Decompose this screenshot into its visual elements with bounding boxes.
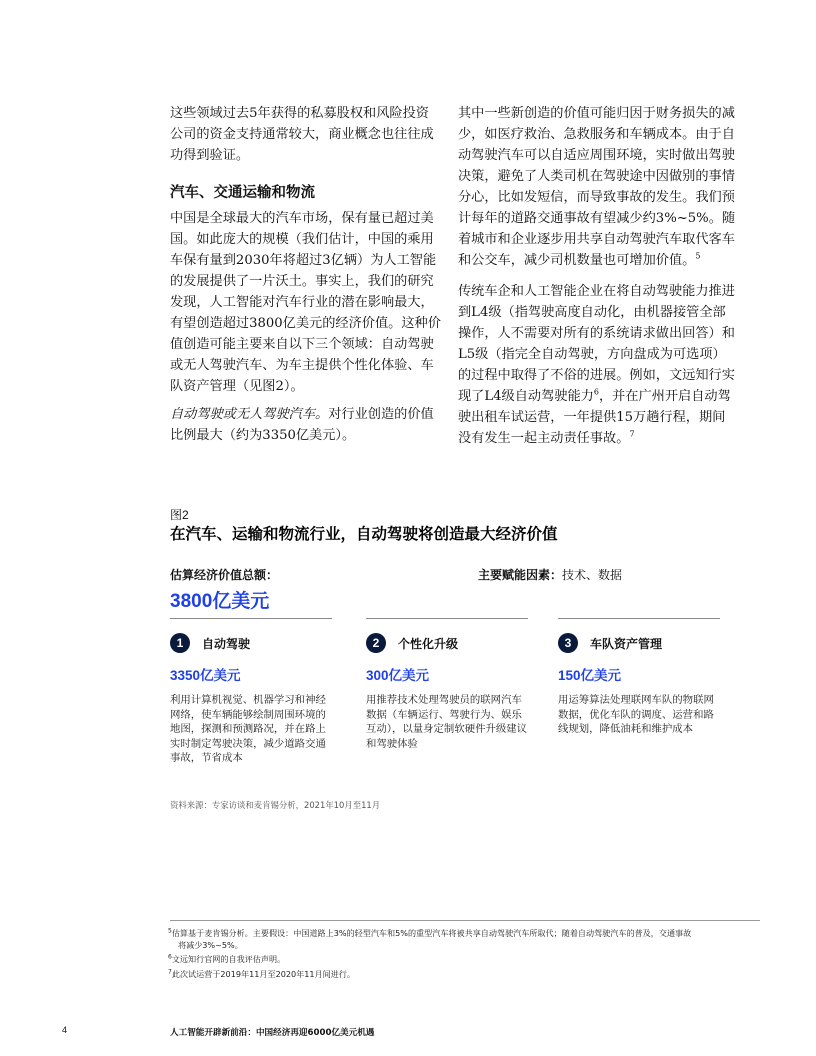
card-value: 150亿美元	[558, 668, 622, 683]
number-badge: 2	[366, 633, 386, 653]
card-divider	[366, 618, 528, 619]
paragraph-value-sources	[458, 103, 736, 271]
paragraph-text: 其中一些新创造的价值可能归因于财务损失的减少，如医疗救治、急救服务和车辆成本。由于自动驾驶汽车可以自适应周围环境，实时做出驾驶决策，避免了人类司机在驾驶途中因做别的事情分心，比如发短信，而导致事故的发生。我们预计每年的道路交通事故有望减少约3%~5%。随着城市和企业逐步用共享自动驾驶汽车取代客车和公交车，减少司机数量也可增加价值。	[458, 106, 736, 268]
running-title: 人工智能开辟新前沿：中国经济再迎6000亿美元机遇	[170, 1028, 375, 1038]
footnote-5	[168, 928, 762, 951]
paragraph-text: 传统车企和人工智能企业在将自动驾驶能力推进到L4级（指驾驶高度自动化，由机器接管全部操作，人不需要对所有的系统请求做出回答）和L5级（指完全自动驾驶，方向盘成为可选项）的过程中取得了不俗的进展。例如，文远知行实现了L4级自动驾驶能力	[458, 284, 735, 404]
section-heading: 汽车、交通运输和物流	[170, 185, 315, 201]
figure-source: 资料来源：专家访谈和麦肯锡分析，2021年10月至11月	[170, 800, 381, 810]
value-card-fleet	[558, 618, 720, 737]
card-header	[366, 633, 528, 653]
card-value: 300亿美元	[366, 668, 430, 683]
figure-label: 图2	[170, 508, 189, 522]
paragraph-lead: 自动驾驶或无人驾驶汽车。	[170, 407, 329, 422]
footnote-text-continued: 将减少3%~5%。	[178, 939, 243, 950]
footnote-ref[interactable]: 7	[629, 429, 635, 439]
footnote-number: 7	[168, 967, 172, 975]
footnote-number: 6	[168, 953, 172, 961]
footnote-ref[interactable]: 5	[695, 251, 701, 261]
paragraph-autonomous	[170, 404, 442, 446]
footnote-divider	[170, 920, 760, 921]
number-badge: 3	[558, 633, 578, 653]
paragraph-l4-l5	[458, 281, 736, 449]
card-description: 用推荐技术处理驾驶员的联网汽车数据（车辆运行、驾驶行为、娱乐互动），以量身定制软硬件升级建议和驾驶体验	[366, 694, 528, 750]
card-divider	[170, 618, 332, 619]
card-description: 用运筹算法处理联网车队的物联网数据，优化车队的调度、运营和路线规划，降低油耗和维护成本	[558, 694, 714, 735]
paragraph-rest: 对行业创造的价值比例最大（约为3350亿美元）。	[170, 407, 434, 443]
card-description: 利用计算机视觉、机器学习和神经网络，使车辆能够绘制周围环境的地图，探测和预测路况，并在路上实时制定驾驶决策，减少道路交通事故，节省成本	[170, 694, 326, 764]
key-drivers-value: 技术、数据	[562, 568, 623, 582]
right-column	[458, 103, 736, 456]
paragraph-text: ，并在广州开启自动驾驶出租车试运营，一年提供15万趟行程，期间没有发生一起主动责任事故。	[458, 389, 731, 446]
key-drivers	[478, 566, 622, 583]
footnote-6	[168, 954, 762, 966]
total-value-label: 估算经济价值总额：	[170, 568, 279, 582]
card-title: 个性化升级	[398, 636, 459, 651]
value-card-personalization	[366, 618, 528, 751]
total-value: 3800亿美元	[170, 591, 270, 612]
paragraph-china-market: 中国是全球最大的汽车市场，保有量已超过美国。如此庞大的规模（我们估计，中国的乘用车保有量到2030年将超过3亿辆）为人工智能的发展提供了一片沃土。事实上，我们的研究发现，人工智能对汽车行业的潜在影响最大，有望创造超过3800亿美元的经济价值。这种价值创造可能主要来自以下三个领域：自动驾驶或无人驾驶汽车、为车主提供个性化体验、车队资产管理（见图2）。	[170, 211, 441, 394]
key-drivers-label: 主要赋能因素：	[478, 568, 563, 582]
card-header	[558, 633, 720, 653]
card-title: 车队资产管理	[590, 636, 663, 651]
footnotes	[168, 928, 762, 983]
card-header	[170, 633, 332, 653]
paragraph-funding: 这些领域过去5年获得的私募股权和风险投资公司的资金支持通常较大，商业概念也往往成功得到验证。	[170, 106, 434, 163]
footnote-text: 估算基于麦肯锡分析。主要假设：中国道路上3%的轻型汽车和5%的重型汽车将被共享自动驾驶汽车所取代；随着自动驾驶汽车的普及，交通事故	[171, 928, 692, 938]
page-number: 4	[62, 1025, 68, 1035]
number-badge: 1	[170, 633, 190, 653]
footnote-text: 此次试运营于2019年11月至2020年11月间进行。	[171, 968, 356, 979]
footnote-text: 文远知行官网的自我评估声明。	[171, 954, 286, 964]
card-title: 自动驾驶	[202, 636, 251, 651]
figure-title: 在汽车、运输和物流行业，自动驾驶将创造最大经济价值	[170, 525, 558, 543]
footnote-7	[168, 969, 762, 981]
left-column	[170, 103, 442, 453]
footnote-number: 5	[168, 927, 172, 935]
value-card-autonomous	[170, 618, 332, 766]
card-value: 3350亿美元	[170, 668, 241, 683]
footnote-ref[interactable]: 6	[593, 387, 599, 397]
card-divider	[558, 618, 720, 619]
